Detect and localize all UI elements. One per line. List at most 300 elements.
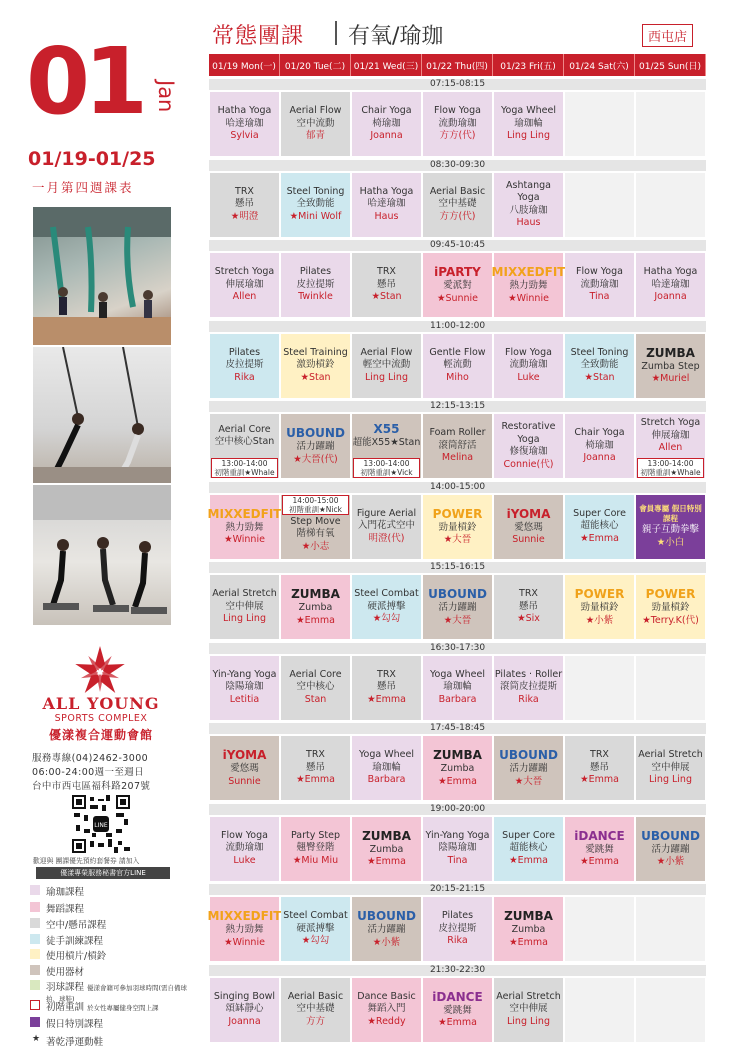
class-logo: UBOUND	[357, 909, 416, 923]
empty-cell	[636, 656, 705, 720]
instructor: Luke	[517, 371, 540, 383]
class-cell[interactable]	[281, 656, 350, 720]
class-logo: UBOUND	[286, 426, 345, 440]
class-name-zh: 椅瑜珈	[585, 439, 614, 451]
time-slot-label: 17:45-18:45	[209, 723, 706, 734]
date-range: 01/19-01/25	[28, 148, 156, 170]
branch-badge: 西屯店	[642, 24, 693, 47]
aerial-photo-illustration	[33, 207, 171, 345]
empty-cell	[565, 897, 634, 961]
instructor: ★Stan	[300, 371, 331, 383]
instructor: Haus	[374, 210, 399, 222]
class-cell[interactable]	[210, 173, 279, 237]
class-name-en: Step Move	[290, 515, 341, 527]
class-cell[interactable]	[565, 253, 634, 317]
class-cell[interactable]	[210, 978, 279, 1042]
class-cell[interactable]	[494, 495, 563, 559]
class-cell[interactable]	[423, 495, 492, 559]
class-name-zh: 全致動能	[580, 359, 619, 371]
class-logo: iDANCE	[574, 828, 625, 843]
instructor: Ling Ling	[507, 1015, 550, 1027]
class-cell[interactable]	[565, 736, 634, 800]
instructor: ★Emma	[296, 774, 335, 786]
class-cell[interactable]	[210, 736, 279, 800]
line-qr-code[interactable]	[72, 795, 130, 853]
legend-label: 假日特別課程	[46, 1019, 104, 1030]
class-name-zh: 輕空中流動	[362, 359, 411, 371]
instructor: Joanna	[228, 1015, 261, 1027]
class-cell[interactable]	[423, 575, 492, 639]
class-name-zh: 頌缽靜心	[225, 1003, 264, 1015]
class-name-en: Yoga Wheel	[359, 749, 414, 761]
class-cell[interactable]	[281, 897, 350, 961]
instructor: Ling Ling	[223, 613, 266, 625]
class-cell[interactable]	[494, 334, 563, 398]
empty-cell	[636, 897, 705, 961]
instructor: Rika	[234, 371, 255, 383]
class-name-en: Chair Yoga	[574, 427, 625, 439]
class-cell[interactable]	[423, 334, 492, 398]
class-cell[interactable]	[281, 253, 350, 317]
class-cell[interactable]	[494, 897, 563, 961]
instructor: ★大晉	[443, 614, 472, 626]
class-name-zh: 修復瑜珈	[509, 446, 548, 457]
class-cell[interactable]	[281, 414, 350, 478]
class-name-en: Steel Training	[283, 346, 348, 358]
instructor: Miho	[446, 371, 469, 383]
class-logo: ZUMBA	[504, 909, 553, 923]
brand-name-en: ALL YOUNG	[42, 694, 160, 713]
instructor: Joanna	[654, 291, 687, 303]
class-name-zh: 全致動能	[296, 198, 335, 210]
class-name-zh: Zumba	[440, 763, 475, 774]
class-cell[interactable]	[281, 92, 350, 156]
class-name-zh: 愛悠瑪	[514, 521, 543, 533]
class-name-zh: 活力躍蹦	[438, 602, 477, 613]
class-name-zh: 懸吊	[376, 681, 396, 693]
class-cell[interactable]	[494, 817, 563, 881]
class-logo: MIXXEDFIT	[207, 909, 282, 923]
class-name-en: Singing Bowl	[213, 990, 276, 1002]
class-name-zh: 空中伸展	[225, 600, 264, 612]
title-divider	[335, 21, 337, 45]
instructor: ★小志	[301, 540, 330, 552]
instructor: ★Emma	[438, 1017, 477, 1028]
instructor: ★勾勾	[301, 935, 330, 947]
class-cell[interactable]	[281, 334, 350, 398]
service-phone: 服務專線(04)2462-3000	[32, 753, 149, 764]
class-name-zh: 熱力勁舞	[509, 280, 548, 291]
class-name-zh: 活力躍蹦	[509, 763, 548, 774]
class-name-zh: 超能核心	[509, 842, 548, 854]
class-name-zh: 哈達瑜珈	[225, 117, 264, 129]
class-cell[interactable]	[636, 495, 705, 559]
class-name-en: Restorative Yoga	[501, 421, 556, 445]
instructor: ★Emma	[580, 774, 619, 786]
class-name-zh: 流動瑜珈	[509, 359, 548, 371]
class-cell[interactable]	[281, 173, 350, 237]
instructor: ★Winnie	[224, 534, 265, 545]
class-cell[interactable]	[423, 817, 492, 881]
time-slot-label: 14:00-15:00	[209, 482, 706, 493]
class-name-en: Yoga Wheel	[430, 668, 485, 680]
class-cell[interactable]	[207, 897, 282, 961]
class-logo: POWER	[574, 587, 625, 601]
class-cell[interactable]	[352, 817, 421, 881]
day-header: 01/24 Sat(六)	[564, 54, 635, 76]
empty-cell	[565, 92, 634, 156]
instructor: Ling Ling	[507, 130, 550, 142]
class-cell[interactable]	[423, 978, 492, 1042]
strength-training-note: 14:00-15:00 初階重訓★Nick	[282, 495, 349, 515]
strength-training-note: 13:00-14:00 初階重訓★Whale	[211, 458, 278, 478]
legend-label: 使用槓片/槓鈴	[46, 951, 107, 962]
legend-swatch	[30, 1017, 40, 1027]
legend-item	[30, 964, 200, 978]
class-cell[interactable]	[352, 897, 421, 961]
class-name-en: TRX	[306, 749, 325, 761]
weekday-header-row	[209, 54, 706, 76]
time-slot-label: 08:30-09:30	[209, 160, 706, 171]
instructor: Melina	[441, 452, 474, 464]
class-name-en: Aerial Flow	[360, 346, 413, 358]
class-name-zh: 哈達瑜珈	[367, 198, 406, 210]
class-cell[interactable]	[352, 575, 421, 639]
schedule-subtitle: 有氧/瑜珈	[348, 24, 444, 49]
instructor: Haus	[516, 217, 541, 228]
legend-label: 使用器材	[46, 967, 85, 978]
instructor: Tina	[447, 854, 468, 866]
class-name-zh: 流動瑜珈	[438, 117, 477, 129]
class-cell[interactable]	[565, 495, 634, 559]
line-official-account[interactable]: 優漾專榮服務秘書官方LINE	[36, 867, 170, 879]
class-cell[interactable]	[565, 817, 634, 881]
class-name-en: Stretch Yoga	[214, 266, 275, 278]
legend-item	[30, 999, 200, 1013]
class-name-zh: 椅瑜珈	[372, 117, 401, 129]
instructor: ★明澄	[230, 210, 259, 222]
class-name-en: 會員專屬 假日特別課程	[639, 504, 702, 523]
class-name-en: Foam Roller	[429, 427, 486, 439]
instructor: ★Emma	[367, 856, 406, 867]
legend-swatch	[30, 965, 40, 975]
step-photo-illustration	[33, 485, 171, 625]
class-name-zh: 活力躍蹦	[651, 843, 690, 855]
class-cell[interactable]	[423, 897, 492, 961]
class-name-en: Flow Yoga	[434, 105, 481, 117]
time-slot-label: 15:15-16:15	[209, 562, 706, 573]
empty-cell	[636, 978, 705, 1042]
schedule-title: 常態團課	[212, 24, 305, 49]
instructor: Joanna	[370, 130, 403, 142]
class-cell[interactable]	[423, 414, 492, 478]
class-name-zh: 皮拉提斯	[296, 278, 335, 290]
class-cell[interactable]	[352, 495, 421, 559]
class-name-zh: 伸展瑜珈	[225, 278, 264, 290]
instructor: ★小紫	[585, 614, 614, 626]
class-name-zh: 瑜珈輪	[443, 681, 472, 693]
class-cell[interactable]	[210, 575, 279, 639]
class-name-zh: 空中核心	[296, 681, 335, 693]
class-cell[interactable]	[494, 92, 563, 156]
class-cell[interactable]	[636, 334, 705, 398]
class-cell[interactable]	[210, 92, 279, 156]
class-name-en: Stretch Yoga	[640, 417, 701, 429]
class-cell[interactable]	[281, 575, 350, 639]
empty-cell	[565, 978, 634, 1042]
class-name-en: Pilates	[299, 266, 332, 278]
class-logo: iYOMA	[506, 506, 551, 521]
time-slot-label: 09:45-10:45	[209, 240, 706, 251]
legend-label: 徒手訓練課程	[46, 936, 104, 947]
legend-swatch	[30, 885, 40, 895]
class-photo-trx	[33, 347, 171, 483]
class-name-en: Steel Combat	[354, 588, 419, 600]
class-name-en: Flow Yoga	[576, 266, 623, 278]
day-header: 01/25 Sun(日)	[635, 54, 706, 76]
class-name-en: Chair Yoga	[361, 105, 412, 117]
class-logo: iDANCE	[432, 989, 483, 1004]
class-cell[interactable]	[352, 736, 421, 800]
class-cell[interactable]	[491, 253, 566, 317]
class-name-en: Dance Basic	[357, 990, 416, 1002]
brand-subtitle-en: SPORTS COMPLEX	[54, 713, 148, 724]
legend-star-icon: ★	[32, 1034, 41, 1044]
instructor: ★Miu Miu	[292, 854, 339, 866]
instructor: Barbara	[367, 774, 406, 786]
class-logo: UBOUND	[428, 587, 487, 601]
class-cell[interactable]	[423, 92, 492, 156]
instructor: ★Mini Wolf	[289, 210, 342, 222]
instructor: Ling Ling	[649, 774, 692, 786]
class-name-zh: 空中伸展	[651, 761, 690, 773]
instructor: ★Winnie	[224, 936, 265, 948]
class-name-en: Hatha Yoga	[643, 266, 698, 278]
instructor: Ling Ling	[365, 371, 408, 383]
class-cell[interactable]	[565, 414, 634, 478]
class-name-zh: 硬派搏擊	[367, 600, 406, 612]
legend-item	[30, 933, 200, 947]
time-slot-label: 21:30-22:30	[209, 965, 706, 976]
instructor: ★Reddy	[367, 1015, 406, 1027]
class-name-zh: 熱力勁舞	[225, 924, 264, 935]
class-cell[interactable]	[565, 334, 634, 398]
class-logo: POWER	[432, 506, 483, 521]
class-name-zh: 懸吊	[305, 761, 325, 773]
class-cell[interactable]	[636, 817, 705, 881]
time-slot-label: 19:00-20:00	[209, 804, 706, 815]
legend-item	[30, 901, 200, 915]
instructor: 明澄(代)	[368, 532, 405, 544]
legend-label: 羽球課程	[46, 982, 85, 993]
class-cell[interactable]	[352, 978, 421, 1042]
class-name-zh: 流動瑜珈	[225, 842, 264, 854]
day-header: 01/21 Wed(三)	[351, 54, 422, 76]
instructor: Connie(代)	[503, 458, 554, 470]
class-name-zh: 勁量槓鈴	[580, 602, 619, 613]
class-name-en: Flow Yoga	[505, 346, 552, 358]
instructor: ★小紫	[656, 856, 685, 867]
strength-training-note: 13:00-14:00 初階重訓★Whale	[637, 458, 704, 478]
legend-item	[30, 917, 200, 931]
instructor: ★Sunnie	[436, 292, 479, 304]
class-logo: MIXXEDFIT	[207, 506, 282, 521]
class-cell[interactable]	[423, 173, 492, 237]
class-name-en: Pilates	[228, 346, 261, 358]
instructor: ★Emma	[509, 854, 548, 866]
empty-cell	[565, 656, 634, 720]
instructor: 郁青	[305, 130, 325, 142]
class-cell[interactable]	[207, 495, 282, 559]
class-cell[interactable]	[636, 253, 705, 317]
class-name-zh: 舞蹈入門	[367, 1003, 406, 1015]
class-cell[interactable]	[210, 334, 279, 398]
class-name-zh: 瑜珈輪	[372, 761, 401, 773]
class-cell[interactable]	[210, 817, 279, 881]
legend-item	[30, 948, 200, 962]
class-name-zh: 入門花式空中	[357, 520, 415, 532]
month-number: 01	[26, 28, 143, 135]
class-cell[interactable]	[494, 575, 563, 639]
legend-label: 初階重訓	[46, 1002, 85, 1013]
class-name-en: TRX	[519, 588, 538, 600]
class-cell[interactable]	[494, 414, 563, 478]
class-logo: ZUMBA	[362, 828, 411, 843]
class-logo: UBOUND	[641, 828, 700, 843]
class-cell[interactable]	[423, 656, 492, 720]
instructor: ★大晉	[514, 775, 543, 787]
class-name-zh: 八肢瑜珈	[509, 204, 548, 216]
class-cell[interactable]	[423, 736, 492, 800]
class-name-zh: 滾筒舒活	[438, 439, 477, 451]
class-cell[interactable]	[494, 656, 563, 720]
class-name-en: Figure Aerial	[356, 507, 417, 519]
class-name-zh: Zumba	[511, 924, 546, 935]
legend-swatch	[30, 1000, 40, 1010]
class-name-zh: 空中基礎	[438, 198, 477, 210]
class-logo: iYOMA	[222, 748, 267, 762]
class-name-en: Flow Yoga	[221, 829, 268, 841]
instructor: ★Emma	[580, 532, 619, 544]
class-name-zh: 懸吊	[589, 761, 609, 773]
legend-swatch	[30, 934, 40, 944]
instructor: ★小紫	[372, 936, 401, 948]
class-cell[interactable]	[565, 575, 634, 639]
class-name-zh: 懸吊	[518, 600, 538, 612]
instructor: ★Muriel	[651, 373, 690, 384]
qr-line-label: LINE	[94, 822, 108, 829]
class-name-zh: 空中基礎	[296, 1003, 335, 1015]
time-slot-label: 20:15-21:15	[209, 884, 706, 895]
instructor: 方方	[305, 1015, 325, 1027]
class-cell[interactable]	[352, 253, 421, 317]
class-cell[interactable]	[494, 978, 563, 1042]
class-cell[interactable]	[281, 817, 350, 881]
class-name-zh: 滾筒皮拉提斯	[499, 681, 557, 693]
class-name-en: Steel Combat	[283, 910, 348, 922]
class-name-en: Aerial Core	[289, 668, 342, 680]
class-name-zh: 皮拉提斯	[438, 922, 477, 934]
class-cell[interactable]	[636, 575, 705, 639]
class-cell[interactable]	[352, 334, 421, 398]
instructor: Joanna	[583, 452, 616, 464]
class-name-en: Hatha Yoga	[359, 185, 414, 197]
class-name-zh: 硬派搏擊	[296, 922, 335, 934]
instructor: Allen	[232, 291, 257, 303]
class-name-en: Hatha Yoga	[217, 105, 272, 117]
opening-hours: 06:00-24:00週一至週日	[32, 767, 145, 778]
instructor: Stan	[304, 693, 327, 705]
class-name-zh: 活力躍蹦	[367, 924, 406, 935]
class-cell[interactable]	[210, 656, 279, 720]
class-cell[interactable]	[423, 253, 492, 317]
class-cell[interactable]	[352, 656, 421, 720]
empty-cell	[636, 173, 705, 237]
legend-item	[30, 1016, 200, 1030]
time-slot-label: 07:15-08:15	[209, 79, 706, 90]
class-name-en: Yoga Wheel	[501, 105, 556, 117]
class-name-en: Party Step	[290, 829, 341, 841]
class-name-zh: 懸吊	[376, 278, 396, 290]
class-cell[interactable]	[281, 978, 350, 1042]
instructor: ★Emma	[509, 936, 548, 948]
week-title: 一月第四週課表	[32, 180, 134, 195]
brand-logo-icon	[72, 644, 128, 700]
instructor: ★Emma	[367, 693, 406, 705]
trx-photo-illustration	[33, 347, 171, 483]
class-name-zh: 愛跳舞	[585, 843, 614, 855]
class-name-en: TRX	[377, 266, 396, 278]
class-name-en: TRX	[377, 668, 396, 680]
class-name-zh: 勁量槓鈴	[651, 602, 690, 613]
class-cell[interactable]	[281, 736, 350, 800]
class-name-zh: 愛跳舞	[443, 1004, 472, 1016]
class-name-zh: 陰陽瑜珈	[225, 681, 264, 693]
class-name-en: Steel Toning	[570, 346, 629, 358]
legend-label: 著乾淨運動鞋	[46, 1037, 104, 1048]
empty-cell	[565, 173, 634, 237]
class-cell[interactable]	[352, 173, 421, 237]
class-name-en: Aerial Basic	[287, 990, 344, 1002]
legend-swatch	[30, 980, 40, 990]
class-logo: ZUMBA	[646, 345, 695, 360]
legend-item	[30, 1034, 200, 1048]
class-cell[interactable]	[494, 173, 563, 237]
legend-label: 瑜珈課程	[46, 887, 85, 898]
class-cell[interactable]	[494, 736, 563, 800]
class-logo: iPARTY	[434, 265, 481, 279]
legend-note: 優漾會籍可參加羽球時間(需自備球拍、球鞋)	[46, 984, 188, 1003]
class-cell[interactable]	[636, 736, 705, 800]
instructor: Barbara	[438, 693, 477, 705]
class-name-en: Pilates · Roller	[494, 668, 563, 680]
class-name-en: Pilates	[441, 910, 474, 922]
class-cell[interactable]	[352, 92, 421, 156]
class-name-zh: 超能X55★Stan	[352, 437, 421, 449]
class-name-en: Gentle Flow	[429, 346, 486, 358]
instructor: Tina	[589, 291, 610, 303]
class-name-en: Yin-Yang Yoga	[425, 829, 490, 841]
time-slot-label: 16:30-17:30	[209, 643, 706, 654]
instructor: 方方(代)	[439, 210, 476, 222]
class-name-zh: 空中核心Stan	[214, 436, 275, 447]
legend-swatch	[30, 902, 40, 912]
class-name-en: Aerial Basic	[429, 185, 486, 197]
class-logo: X55	[373, 422, 400, 437]
month-name: Jan	[154, 80, 178, 113]
class-name-en: Yin-Yang Yoga	[212, 668, 277, 680]
class-cell[interactable]	[210, 253, 279, 317]
